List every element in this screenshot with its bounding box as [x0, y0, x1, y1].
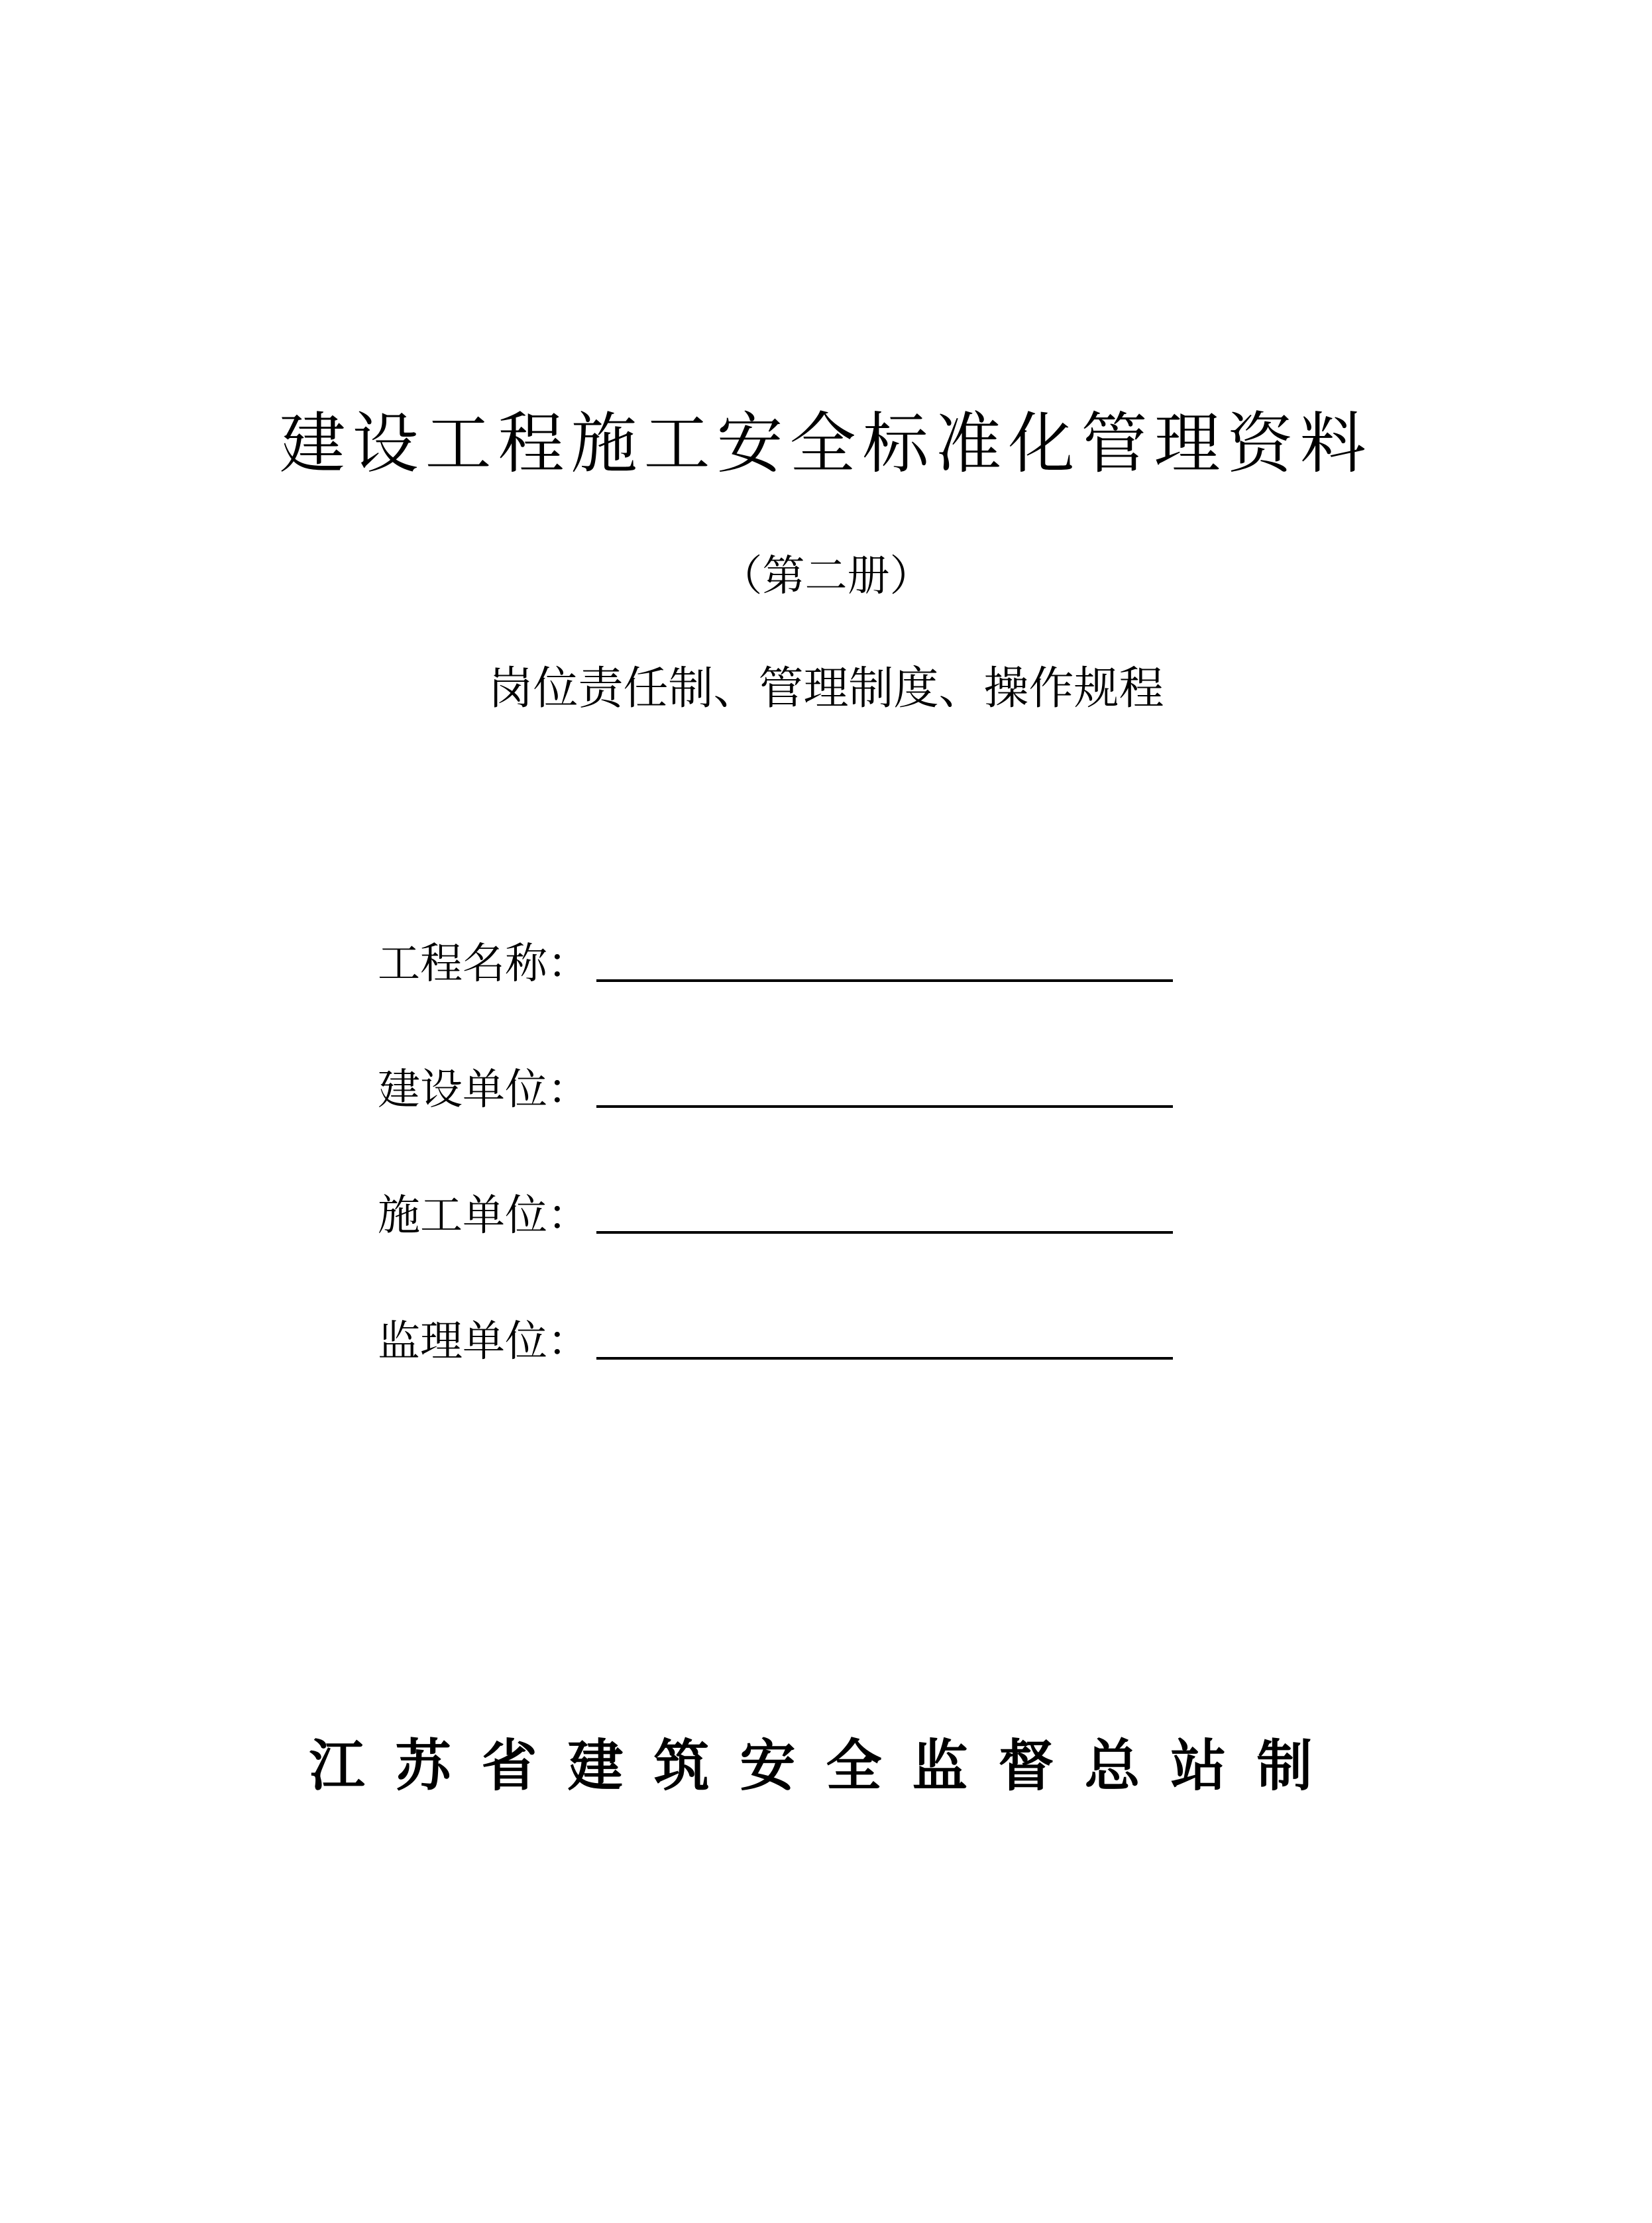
- document-subtitle: 岗位责任制、管理制度、操作规程: [488, 663, 1164, 715]
- info-fields: [378, 868, 1305, 1372]
- volume-label: （第二册）: [720, 552, 932, 601]
- field-label: 监理单位：: [378, 1317, 590, 1366]
- field-construction-unit: [378, 1120, 1305, 1246]
- field-project-name: [378, 868, 1305, 994]
- field-label: 建设单位：: [378, 1065, 590, 1114]
- issuer-line: 江苏省建筑安全监督总站制: [309, 1733, 1343, 1798]
- field-supervision-unit: [378, 1246, 1305, 1372]
- field-label: 工程名称：: [378, 940, 590, 989]
- fill-in-line: [596, 1231, 1173, 1234]
- field-label: 施工单位：: [378, 1191, 590, 1240]
- document-title: 建设工程施工安全标准化管理资料: [279, 405, 1373, 482]
- fill-in-line: [596, 979, 1173, 982]
- fill-in-line: [596, 1105, 1173, 1108]
- field-owner-unit: [378, 994, 1305, 1120]
- fill-in-line: [596, 1357, 1173, 1360]
